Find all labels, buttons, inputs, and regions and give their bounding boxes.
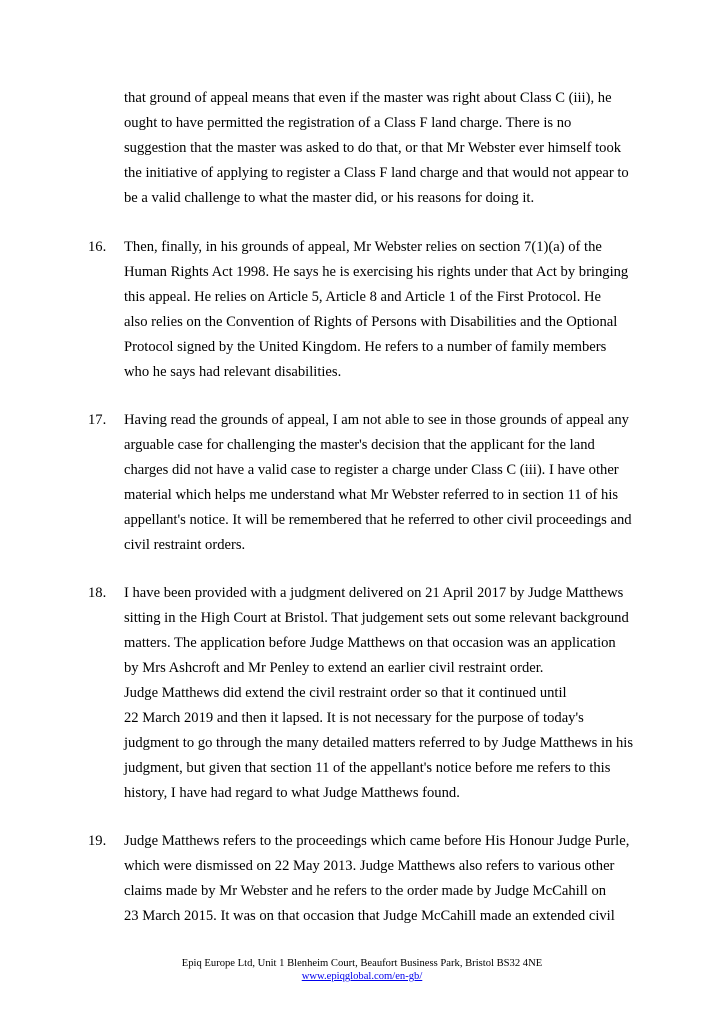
- paragraph-line: Having read the grounds of appeal, I am not able to see in those grounds of appeal any: [124, 412, 629, 428]
- paragraph-number: 17.: [88, 412, 107, 428]
- paragraph-line: ought to have permitted the registration of a Class F land charge. There is no: [124, 115, 572, 131]
- paragraph-line: the initiative of applying to register a Class F land charge and that would not appear to: [124, 165, 629, 181]
- paragraph-number: 19.: [88, 833, 107, 849]
- paragraph-line: Protocol signed by the United Kingdom. He refers to a number of family members: [124, 339, 607, 355]
- paragraph-line: this appeal. He relies on Article 5, Article 8 and Article 1 of the First Protocol. He: [124, 289, 602, 305]
- paragraph-line: Then, finally, in his grounds of appeal, Mr Webster relies on section 7(1)(a) of the: [124, 239, 602, 255]
- footer-website-link[interactable]: www.epiqglobal.com/en-gb/: [301, 971, 423, 982]
- paragraph-line: Judge Matthews refers to the proceedings which came before His Honour Judge Purle,: [124, 833, 630, 849]
- paragraph-line: 22 March 2019 and then it lapsed. It is not necessary for the purpose of today's: [124, 710, 584, 726]
- footer-address: Epiq Europe Ltd, Unit 1 Blenheim Court, Beaufort Business Park, Bristol BS32 4NE: [181, 958, 543, 969]
- paragraph-line: matters. The application before Judge Matthews on that occasion was an application: [124, 635, 616, 651]
- paragraph-line: also relies on the Convention of Rights of Persons with Disabilities and the Optional: [124, 314, 618, 330]
- paragraph-line: appellant's notice. It will be remembered that he referred to other civil proceedings and: [124, 512, 632, 528]
- paragraph-line: I have been provided with a judgment delivered on 21 April 2017 by Judge Matthews: [124, 585, 624, 601]
- paragraph-line: history, I have had regard to what Judge Matthews found.: [124, 785, 460, 801]
- paragraph-number: 16.: [88, 239, 107, 255]
- paragraph-line: material which helps me understand what Mr Webster referred to in section 11 of his: [124, 487, 619, 503]
- paragraph-number: 18.: [88, 585, 107, 601]
- paragraph-line: 23 March 2015. It was on that occasion that Judge McCahill made an extended civil: [124, 908, 615, 924]
- paragraph-line: claims made by Mr Webster and he refers to the order made by Judge McCahill on: [124, 883, 607, 899]
- paragraph-line: that ground of appeal means that even if the master was right about Class C (iii), he: [124, 90, 612, 106]
- paragraph-line: Judge Matthews did extend the civil restraint order so that it continued until: [124, 685, 567, 701]
- paragraph-line: by Mrs Ashcroft and Mr Penley to extend an earlier civil restraint order.: [124, 660, 544, 676]
- paragraph-line: who he says had relevant disabilities.: [124, 364, 342, 380]
- paragraph-line: judgment, but given that section 11 of the appellant's notice before me refers to this: [124, 760, 611, 776]
- paragraph-line: arguable case for challenging the master's decision that the applicant for the land: [124, 437, 595, 453]
- paragraph-line: charges did not have a valid case to register a charge under Class C (iii). I have other: [124, 462, 619, 478]
- paragraph-line: be a valid challenge to what the master did, or his reasons for doing it.: [124, 190, 535, 206]
- paragraph-line: suggestion that the master was asked to do that, or that Mr Webster ever himself took: [124, 140, 622, 156]
- paragraph-line: which were dismissed on 22 May 2013. Judge Matthews also refers to various other: [124, 858, 615, 874]
- paragraph-line: civil restraint orders.: [124, 537, 246, 553]
- paragraph-line: judgment to go through the many detailed matters referred to by Judge Matthews in his: [124, 735, 634, 751]
- paragraph-line: Human Rights Act 1998. He says he is exercising his rights under that Act by bringing: [124, 264, 629, 280]
- paragraph-line: sitting in the High Court at Bristol. That judgement sets out some relevant background: [124, 610, 629, 626]
